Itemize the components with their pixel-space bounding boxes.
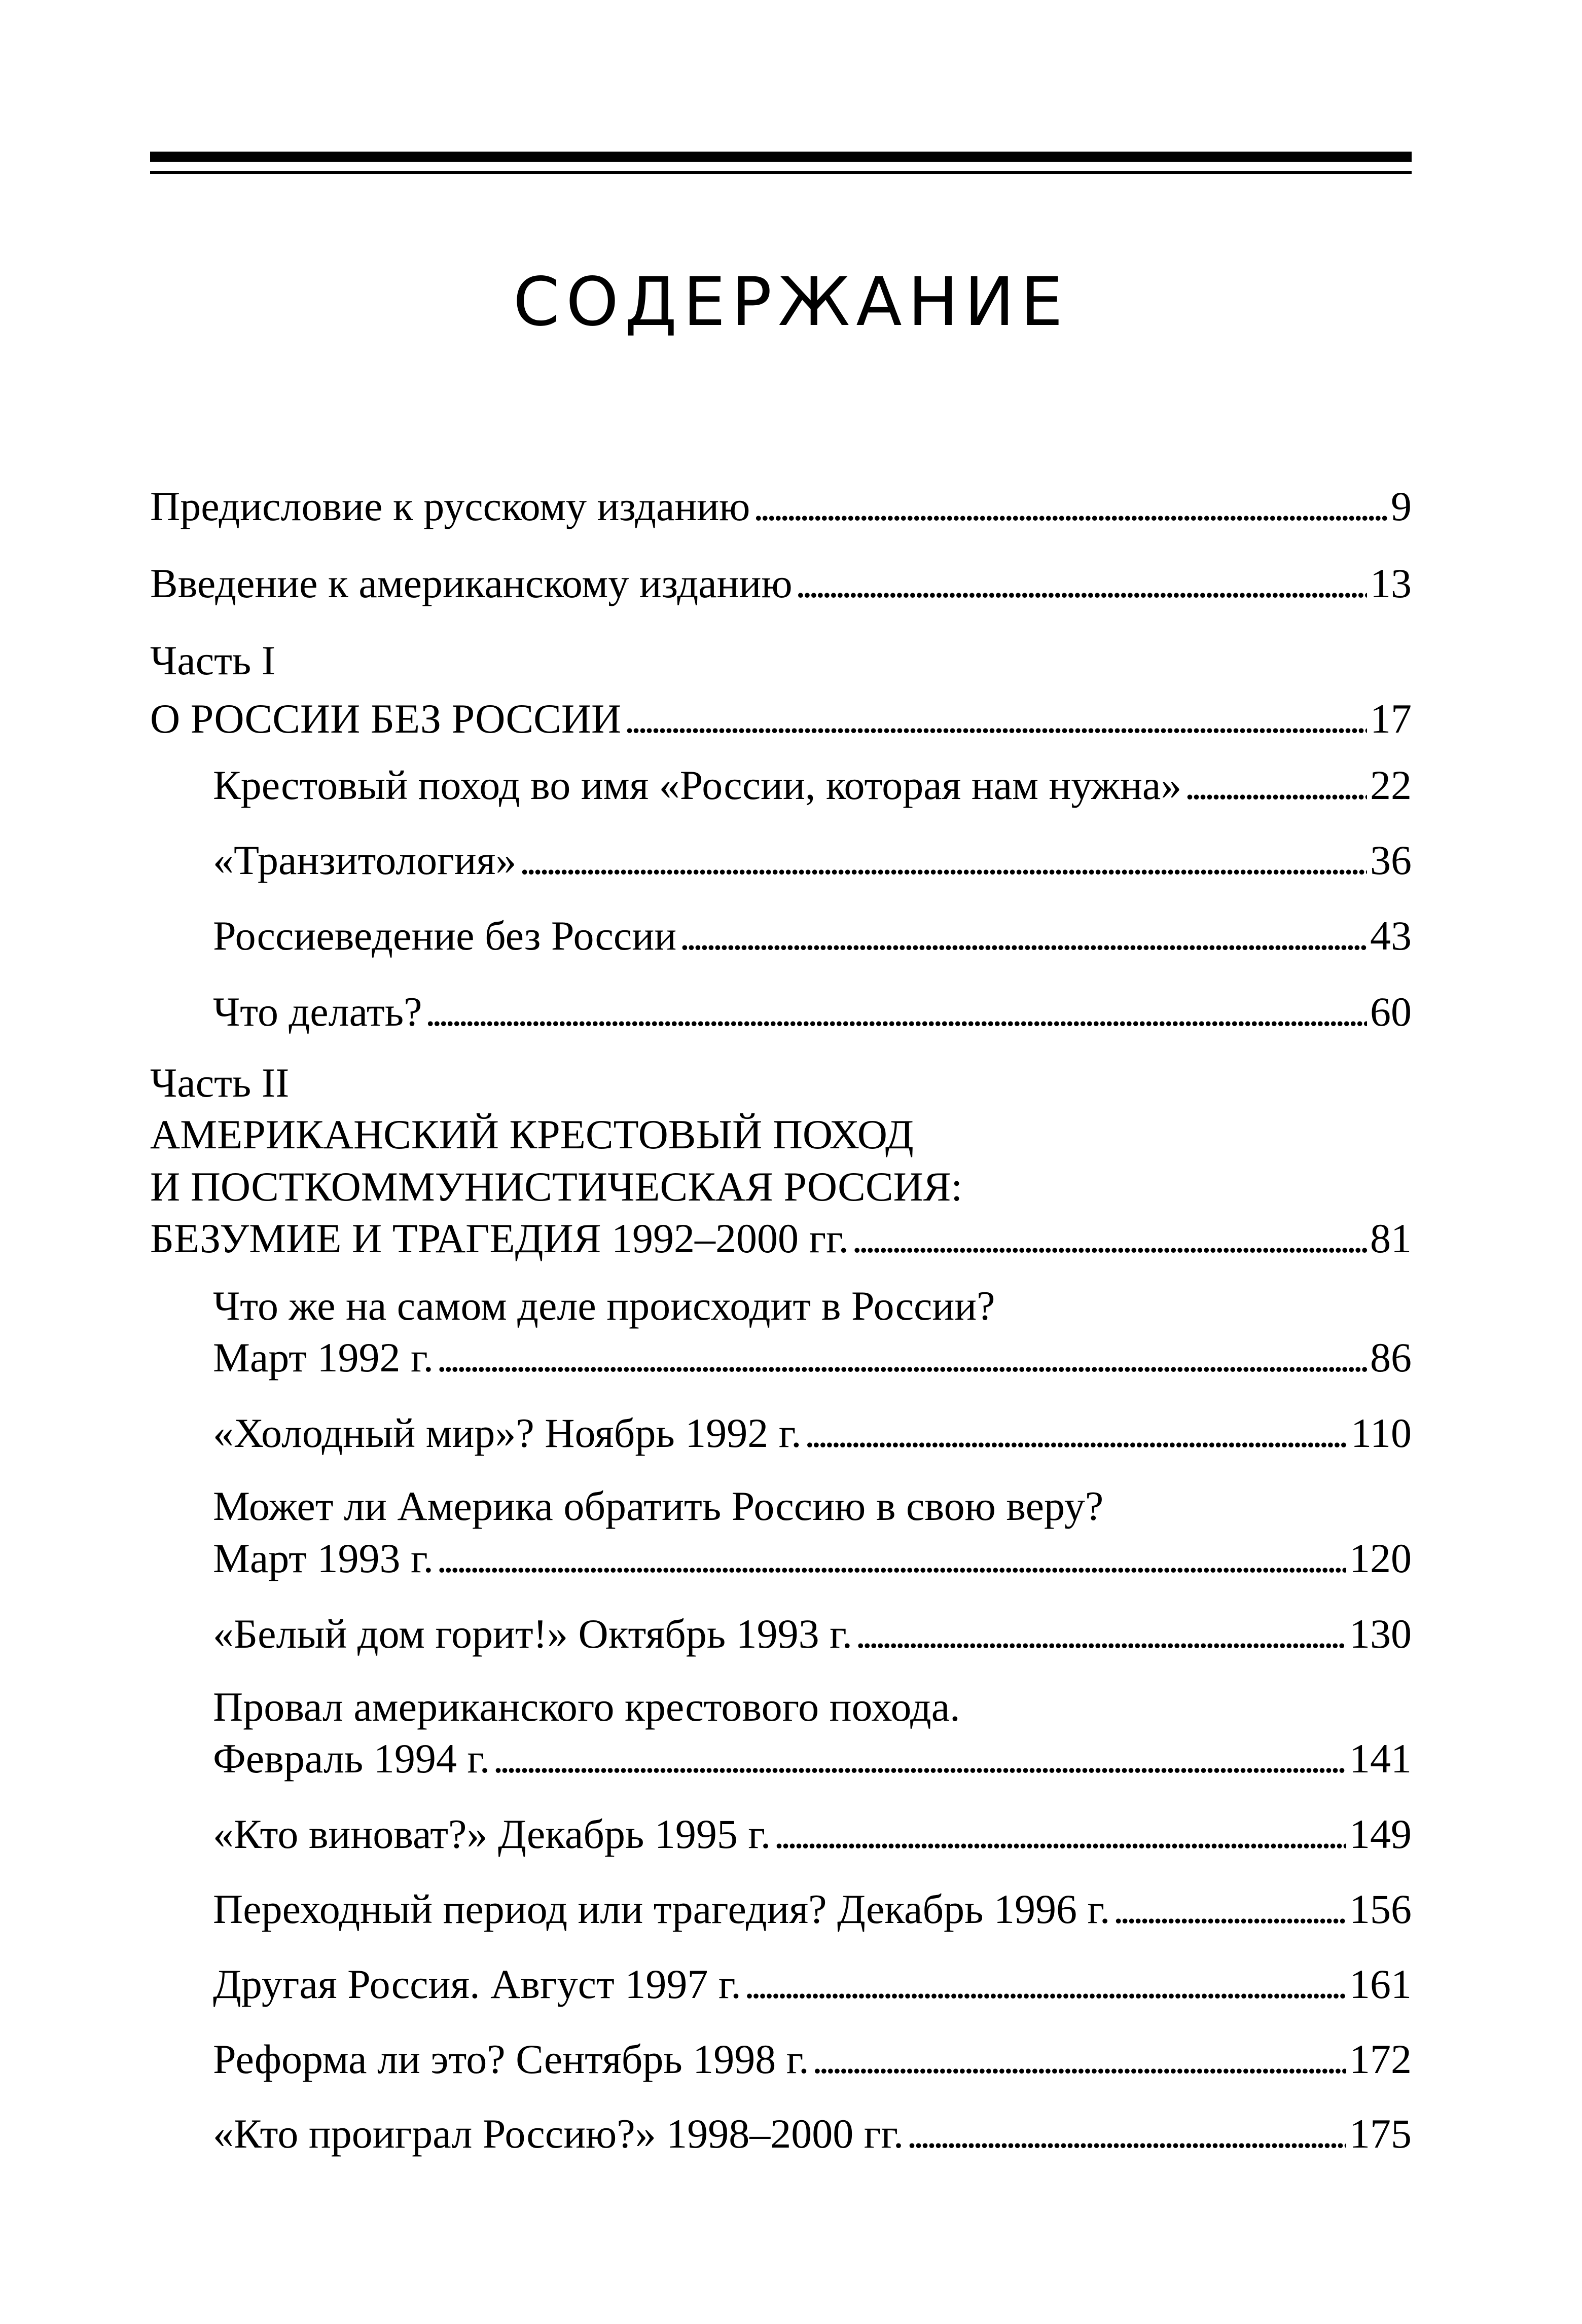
- part-title: О РОССИИ БЕЗ РОССИИ: [150, 696, 622, 742]
- toc-entry-page: 130: [1349, 1611, 1412, 1657]
- toc-entry: [213, 915, 1412, 957]
- toc-leader: [744, 1964, 1346, 2005]
- toc-leader: [753, 486, 1388, 527]
- toc-leader: [812, 2039, 1346, 2080]
- toc-entry-page: 22: [1370, 762, 1412, 808]
- toc-leader: [493, 1738, 1346, 1780]
- toc-entry-page: 81: [1370, 1215, 1412, 1261]
- toc-leader: [437, 1337, 1367, 1378]
- toc-entry-title: «Кто виноват?» Декабрь 1995 г.: [213, 1811, 771, 1857]
- page-title: СОДЕРЖАНИЕ: [513, 263, 1069, 341]
- toc-leader: [437, 1538, 1346, 1579]
- toc-leader: [907, 2113, 1346, 2155]
- toc-entry-page: 17: [1370, 696, 1412, 742]
- toc-entry: [213, 1613, 1412, 1655]
- toc-leader: [679, 915, 1367, 957]
- toc-entry-page: 36: [1370, 837, 1412, 883]
- toc-entry-page: 120: [1349, 1535, 1412, 1581]
- toc-entry: [213, 2036, 1412, 2082]
- toc-entry-title: «Транзитология»: [213, 837, 517, 883]
- toc-entry-page: 13: [1370, 560, 1412, 606]
- toc-entry-title-line: Может ли Америка обратить Россию в свою веру?: [213, 1483, 1104, 1529]
- toc-leader: [1184, 765, 1367, 806]
- toc-leader: [805, 1412, 1348, 1454]
- toc-leader: [852, 1218, 1367, 1259]
- toc-entry-page: 141: [1349, 1735, 1412, 1782]
- toc-leader: [519, 840, 1367, 881]
- toc-entry: [150, 560, 1412, 606]
- toc-entry-page: 60: [1370, 989, 1412, 1035]
- toc-entry-page: 161: [1349, 1961, 1412, 2007]
- toc-entry-title: Предисловие к русскому изданию: [150, 483, 750, 529]
- toc-entry-page: 172: [1349, 2036, 1412, 2082]
- toc-entry-title: Переходный период или трагедия? Декабрь 1996 г.: [213, 1886, 1110, 1932]
- toc-entry: [213, 837, 1412, 883]
- toc-entry: [213, 1334, 1412, 1381]
- part-title-line: АМЕРИКАНСКИЙ КРЕСТОВЫЙ ПОХОД: [150, 1111, 914, 1157]
- toc-leader: [855, 1613, 1346, 1655]
- part-title-line: И ПОСТКОММУНИСТИЧЕСКАЯ РОССИЯ:: [150, 1164, 963, 1210]
- top-rule-thin: [150, 171, 1412, 174]
- toc-leader: [425, 991, 1367, 1033]
- toc-entry-title-line: Что же на самом деле происходит в России?: [213, 1283, 995, 1329]
- toc-entry-page: 43: [1370, 913, 1412, 959]
- toc-leader: [1113, 1889, 1346, 1930]
- toc-leader: [774, 1813, 1346, 1855]
- toc-entry-title: «Кто проиграл Россию?» 1998–2000 гг.: [213, 2111, 904, 2157]
- toc-entry-title: Другая Россия. Август 1997 г.: [213, 1961, 741, 2007]
- toc-entry: [150, 483, 1412, 529]
- part-title-entry: [150, 1215, 1412, 1261]
- toc-entry-title: Россиеведение без России: [213, 913, 677, 959]
- toc-entry-page: 175: [1349, 2111, 1412, 2157]
- toc-entry-page: 156: [1349, 1886, 1412, 1932]
- toc-entry-title: Февраль 1994 г.: [213, 1735, 490, 1782]
- toc-entry: [213, 1535, 1412, 1581]
- part-label: Часть II: [150, 1060, 290, 1106]
- part-title: БЕЗУМИЕ И ТРАГЕДИЯ 1992–2000 гг.: [150, 1215, 849, 1261]
- toc-entry: [213, 1813, 1412, 1855]
- toc-entry-page: 149: [1349, 1811, 1412, 1857]
- toc-entry: [213, 1412, 1412, 1454]
- part-label: Часть I: [150, 637, 276, 683]
- toc-entry: [213, 1735, 1412, 1782]
- toc-entry-title: Март 1993 г.: [213, 1535, 434, 1581]
- toc-entry: [213, 1961, 1412, 2007]
- toc-entry: [213, 1886, 1412, 1932]
- toc-entry: [213, 2113, 1412, 2155]
- toc-entry-title: Реформа ли это? Сентябрь 1998 г.: [213, 2036, 809, 2082]
- toc-entry-title: «Белый дом горит!» Октябрь 1993 г.: [213, 1611, 852, 1657]
- toc-entry: [213, 762, 1412, 808]
- toc-entry-page: 110: [1351, 1410, 1412, 1456]
- toc-entry: [213, 991, 1412, 1033]
- toc-entry-page: 9: [1391, 483, 1412, 529]
- part-title-entry: [150, 698, 1412, 740]
- toc-entry-title-line: Провал американского крестового похода.: [213, 1684, 960, 1730]
- toc-leader: [796, 563, 1367, 604]
- toc-entry-title: «Холодный мир»? Ноябрь 1992 г.: [213, 1410, 802, 1456]
- toc-entry-title: Крестовый поход во имя «России, которая нам нужна»: [213, 762, 1182, 808]
- toc-entry-title: Что делать?: [213, 989, 422, 1035]
- toc-entry-page: 86: [1370, 1334, 1412, 1381]
- top-rule-thick: [150, 152, 1412, 162]
- toc-entry-title: Март 1992 г.: [213, 1334, 434, 1381]
- toc-leader: [624, 698, 1367, 740]
- toc-entry-title: Введение к американскому изданию: [150, 560, 793, 606]
